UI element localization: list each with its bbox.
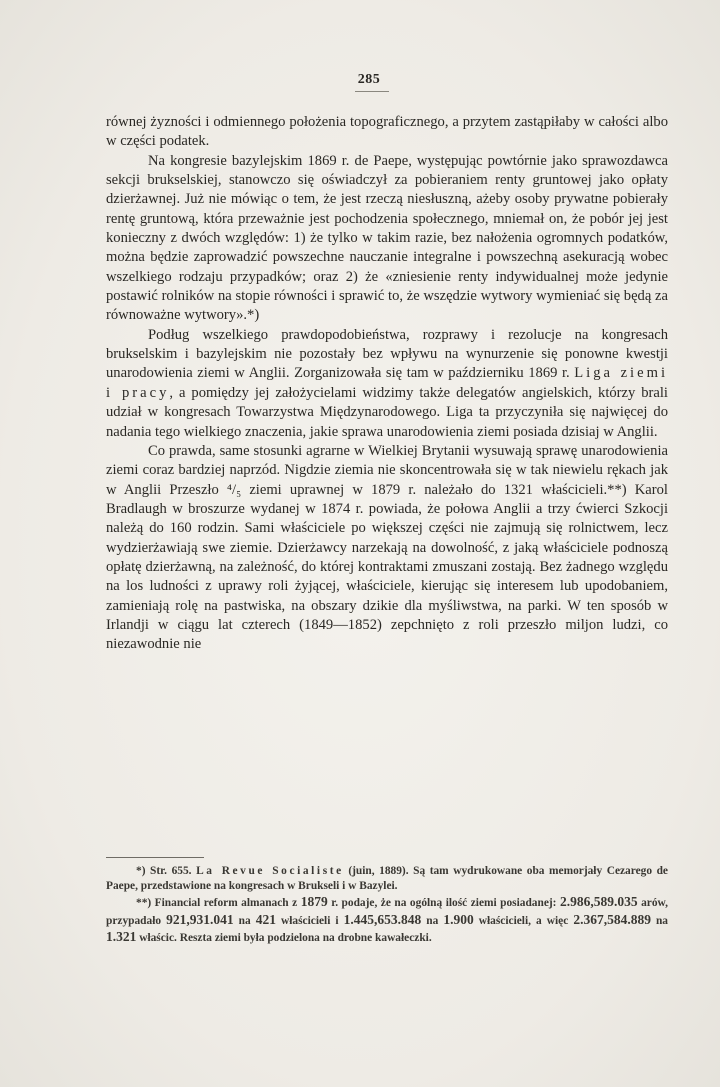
number: 2.986,589.035 bbox=[559, 894, 638, 910]
text-run: Podług wszelkiego prawdopodobieństwa, rozprawy i rezolucje na kongresach brukselskim i bazylejskim nie pozostały bez wpływu na wynurzenie się ponowne kwestji unarodowienia ziemi w Anglii. Zorganizowała się tam w październiku 1869 r. bbox=[106, 326, 668, 382]
text-run: (juin, 1889). Są tam wydrukowane oba memorjały Cezarego de Paepe, przedstawione na kongresach w Brukseli i w Bazylei. bbox=[106, 865, 668, 893]
spaced-emphasis: Liga ziemi i pracy bbox=[106, 365, 668, 401]
main-text bbox=[106, 113, 668, 655]
text-run: na bbox=[650, 914, 669, 927]
page-number: 285 bbox=[357, 72, 381, 87]
number: 1879 bbox=[300, 894, 328, 910]
paragraph: Na kongresie bazylejskim 1869 r. de Paepe, występując powtórnie jako sprawozdawca sekcji brukselskiej, stanowczo się oświadczył za pobieraniem renty gruntowej jako opłaty dzierżawnej. Już nie mówiąc o tem, że jest rzeczą niesłuszną, ażeby osoby prywatne pobierały rentę gruntową, która przeważnie jest pochodzenia społecznego, mniemał on, że pobór jej jest konieczny z dwóch względów: 1) że tylko w takim razie, bez nałożenia ogromnych podatków, można będzie zaprowadzić powszechne nauczanie integralne i powszechną asekuracją wobec wszelkiego rodzaju przypadków; oraz 2) że «zniesienie renty indywidualnej może jedynie postawić rolników na stopie równości i sprawić to, że wszędzie wytwory wymieniać się będą za równoważne wytwory».*) bbox=[106, 152, 668, 324]
text-run: arów, przypadało bbox=[106, 897, 668, 927]
text-run: *) Str. 655. bbox=[136, 865, 197, 877]
text-run: właścic. Reszta ziemi była podzielona na drobne kawałeczki. bbox=[136, 931, 432, 944]
text-run: właścicieli i bbox=[275, 914, 344, 927]
number: 1.900 bbox=[443, 911, 474, 927]
footnote-separator bbox=[106, 857, 204, 858]
number: 1.445,653.848 bbox=[343, 911, 422, 927]
spaced-emphasis: La Revue Socialiste bbox=[196, 865, 344, 877]
text-run: , a pomiędzy jej założycielami widzimy także delegatów angielskich, którzy brali udział w kongresach Towarzystwa Międzynarodowego. Liga ta przyczyniła się najwięcej do nadania tego wielkiego znaczenia, jakie sprawa unarodowienia ziemi posiada dzisiaj w Anglii. bbox=[106, 384, 668, 440]
number: 421 bbox=[255, 911, 276, 927]
text-run: r. podaje, że na ogólną ilość ziemi posiadanej: bbox=[327, 897, 560, 910]
text-run: na bbox=[233, 914, 256, 927]
number: 921,931.041 bbox=[166, 911, 234, 927]
number: 2.367,584.889 bbox=[573, 911, 651, 927]
footnote bbox=[106, 864, 668, 894]
paragraph: równej żyzności i odmiennego położenia topograficznego, a przytem zastąpiłaby w całości albo w części podatek. bbox=[106, 114, 668, 150]
text-run: właścicieli, a więc bbox=[473, 914, 574, 927]
footnote bbox=[106, 894, 668, 946]
page-number-rule bbox=[355, 91, 389, 92]
number: 1.321 bbox=[106, 928, 137, 944]
paragraph bbox=[106, 326, 668, 442]
footnotes bbox=[106, 864, 668, 946]
text-run: na bbox=[421, 914, 444, 927]
paragraph: Co prawda, same stosunki agrarne w Wielkiej Brytanii wysuwają sprawę unarodowienia ziemi coraz bardziej naprzód. Nigdzie ziemia nie skoncentrowała się w tak niewielu rękach jak w Anglii Przeszło ⁴/₅ ziemi uprawnej w 1879 r. należało do 1321 właścicieli.**) Karol Bradlaugh w broszurze wydanej w 1874 r. powiada, że połowa Anglii a trzy ćwierci Szkocji należą do 160 rodzin. Sami właściciele po większej części nie zajmują się rolnictwem, lecz wydzierżawiają swe ziemie. Dzierżawcy narzekają na dowolność, z jaką właściciele podnoszą opłatę dzierżawną, na zależność, do której kontraktami zmuszani zostają. Bez żadnego względu na los ludności z uprawy roli żyjącej, właściciele, kierując się interesem lub upodobaniem, zamieniają rolę na pastwiska, na obszary dzikie dla myśliwstwa, na parki. W ten sposób w Irlandji w ciągu lat czterech (1849—1852) zepchnięto z roli przeszło miljon ludzi, co niezawodnie nie bbox=[106, 442, 668, 653]
text-run: **) Financial reform almanach z bbox=[136, 897, 301, 910]
